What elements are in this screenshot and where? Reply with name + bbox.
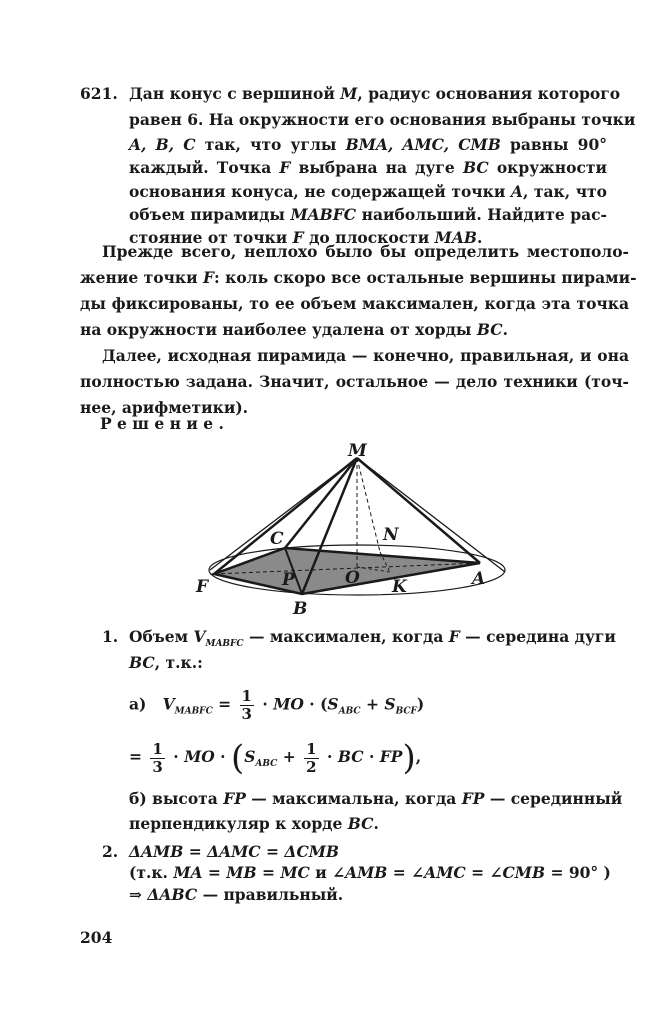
text-line: Дан конус с вершиной M, радиус основания которого: [129, 84, 621, 103]
step2-line3: ⇒ ΔABC — правильный.: [129, 885, 344, 904]
label-N: N: [383, 525, 399, 545]
text-line: основания конуса, не содержащей точки A, так, что: [129, 182, 607, 201]
label-P: P: [282, 570, 295, 590]
text-line: стояние от точки F до плоскости MAB.: [129, 228, 483, 247]
step1-line2: BC, т.к.:: [129, 653, 203, 672]
step1-number: 1.: [102, 627, 119, 646]
text-line: A, B, C так, что углы BMA, AMC, CMB равны 90°: [129, 135, 607, 154]
step1-line1: Объем $V_{MABFC}$ — максимален, когда F — середина дуги: [129, 627, 616, 650]
label-M: M: [348, 441, 367, 461]
label-A: A: [472, 569, 486, 589]
segment-MN: [357, 458, 380, 552]
edge-MC: [285, 458, 357, 548]
formula-a: а) $V_{MABFC}$ = $\frac{1}{3}$ · MO · $(S_{ABC} + S_{BCF})$: [129, 687, 425, 723]
text-line: на окружности наиболее удалена от хорды BC.: [80, 320, 508, 339]
text-line: жение точки F: коль скоро все остальные вершины пирами-: [80, 268, 637, 287]
label-B: B: [293, 599, 308, 619]
label-K: K: [392, 577, 407, 597]
step2-line2: (т.к. MA = MB = MC и ∠AMB = ∠AMC = ∠CMB = 90° ): [129, 863, 611, 882]
label-C: C: [270, 529, 284, 549]
problem-number: 621.: [80, 84, 118, 103]
text-line: Прежде всего, неплохо было бы определить местополо-: [102, 242, 629, 261]
label-F: F: [196, 577, 209, 597]
text-line: ды фиксированы, то ее объем максимален, когда эта точка: [80, 294, 629, 313]
text-line: полностью задана. Значит, остальное — дело техники (точ-: [80, 372, 629, 391]
step1-b-line1: б) высота FP — максимальна, когда FP — серединный: [129, 789, 623, 808]
text-line: каждый. Точка F выбрана на дуге BC окружности: [129, 158, 607, 177]
solution-heading: Р е ш е н и е .: [100, 414, 224, 433]
text-line: нее, арифметики).: [80, 398, 249, 417]
step2-line1: ΔAMB = ΔAMC = ΔCMB: [129, 842, 340, 861]
text-line: равен 6. На окружности его основания выбраны точки: [129, 110, 636, 129]
text-line: объем пирамиды MABFC наибольший. Найдите рас-: [129, 205, 607, 224]
page-number: 204: [80, 928, 113, 947]
step1-b-line2: перпендикуляр к хорде BC.: [129, 814, 379, 833]
formula-a-continued: = $\frac{1}{3}$ · MO · ($S_{ABC}$ + $\frac{1}{2}$ · BC · FP),: [129, 738, 422, 778]
text-line: Далее, исходная пирамида — конечно, правильная, и она: [102, 346, 629, 365]
label-O: O: [345, 568, 360, 588]
step2-number: 2.: [102, 842, 119, 861]
